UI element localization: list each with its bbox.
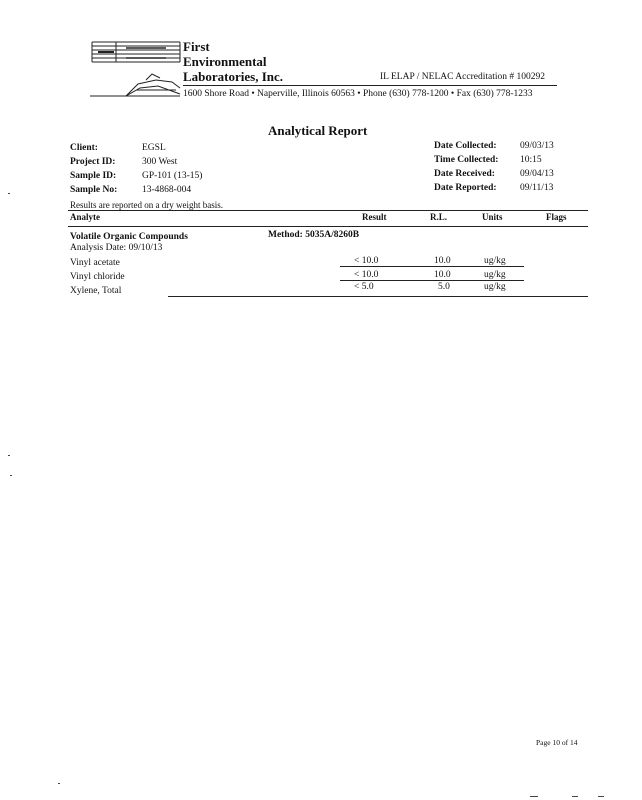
time-collected-label: Time Collected: xyxy=(434,155,499,165)
section-title: Volatile Organic Compounds xyxy=(70,232,188,242)
scan-artifact xyxy=(8,455,10,456)
table-top-rule xyxy=(68,210,588,211)
row-analyte: Vinyl acetate xyxy=(70,258,120,268)
date-reported-value: 09/11/13 xyxy=(520,183,554,193)
date-collected-label: Date Collected: xyxy=(434,141,497,151)
row-result: < 10.0 xyxy=(354,270,379,280)
scan-artifact xyxy=(572,796,578,797)
date-collected-value: 09/03/13 xyxy=(520,141,554,151)
dry-weight-note: Results are reported on a dry weight basis. xyxy=(70,200,223,210)
analysis-date: Analysis Date: 09/10/13 xyxy=(70,243,163,253)
sample-no-label: Sample No: xyxy=(70,185,118,195)
header-divider xyxy=(183,85,557,86)
row-rl: 10.0 xyxy=(434,256,451,266)
header-units: Units xyxy=(482,212,503,222)
header-analyte: Analyte xyxy=(70,212,100,222)
client-value: EGSL xyxy=(142,143,166,153)
sample-id-label: Sample ID: xyxy=(70,171,117,181)
row-result: < 10.0 xyxy=(354,256,379,266)
project-id-value: 300 West xyxy=(142,157,178,167)
date-received-label: Date Received: xyxy=(434,169,495,179)
row-divider xyxy=(340,280,524,281)
scan-artifact xyxy=(10,475,12,476)
company-logo xyxy=(86,38,182,102)
header-rl: R.L. xyxy=(430,212,448,222)
header-result: Result xyxy=(362,212,387,222)
time-collected-value: 10:15 xyxy=(520,155,542,165)
scan-artifact xyxy=(8,193,10,194)
row-units: ug/kg xyxy=(484,256,506,266)
row-units: ug/kg xyxy=(484,270,506,280)
project-id-label: Project ID: xyxy=(70,157,116,167)
row-units: ug/kg xyxy=(484,282,506,292)
scan-artifact xyxy=(598,796,604,797)
date-reported-label: Date Reported: xyxy=(434,183,497,193)
client-label: Client: xyxy=(70,143,98,153)
scan-artifact xyxy=(58,783,60,784)
sample-id-value: GP-101 (13-15) xyxy=(142,171,203,181)
row-rl: 10.0 xyxy=(434,270,451,280)
row-analyte: Vinyl chloride xyxy=(70,272,125,282)
report-title: Analytical Report xyxy=(268,123,368,138)
accreditation-text: IL ELAP / NELAC Accreditation # 100292 xyxy=(380,72,545,82)
company-address: 1600 Shore Road • Naperville, Illinois 60563 • Phone (630) 778-1200 • Fax (630) 778-1233 xyxy=(183,89,533,99)
row-result: < 5.0 xyxy=(354,282,374,292)
row-divider xyxy=(340,266,524,267)
page-number: Page 10 of 14 xyxy=(536,738,578,747)
row-rl: 5.0 xyxy=(438,282,450,292)
sample-no-value: 13-4868-004 xyxy=(142,185,192,195)
company-name-line2: Environmental xyxy=(183,54,267,69)
table-header-rule xyxy=(68,226,588,227)
header-flags: Flags xyxy=(546,212,567,222)
company-name-line1: First xyxy=(183,39,210,54)
row-analyte: Xylene, Total xyxy=(70,286,122,296)
date-received-value: 09/04/13 xyxy=(520,169,554,179)
scan-artifact xyxy=(530,796,538,797)
company-name-line3: Laboratories, Inc. xyxy=(183,69,284,84)
table-bottom-rule xyxy=(168,296,588,297)
method-label: Method: 5035A/8260B xyxy=(268,230,360,240)
